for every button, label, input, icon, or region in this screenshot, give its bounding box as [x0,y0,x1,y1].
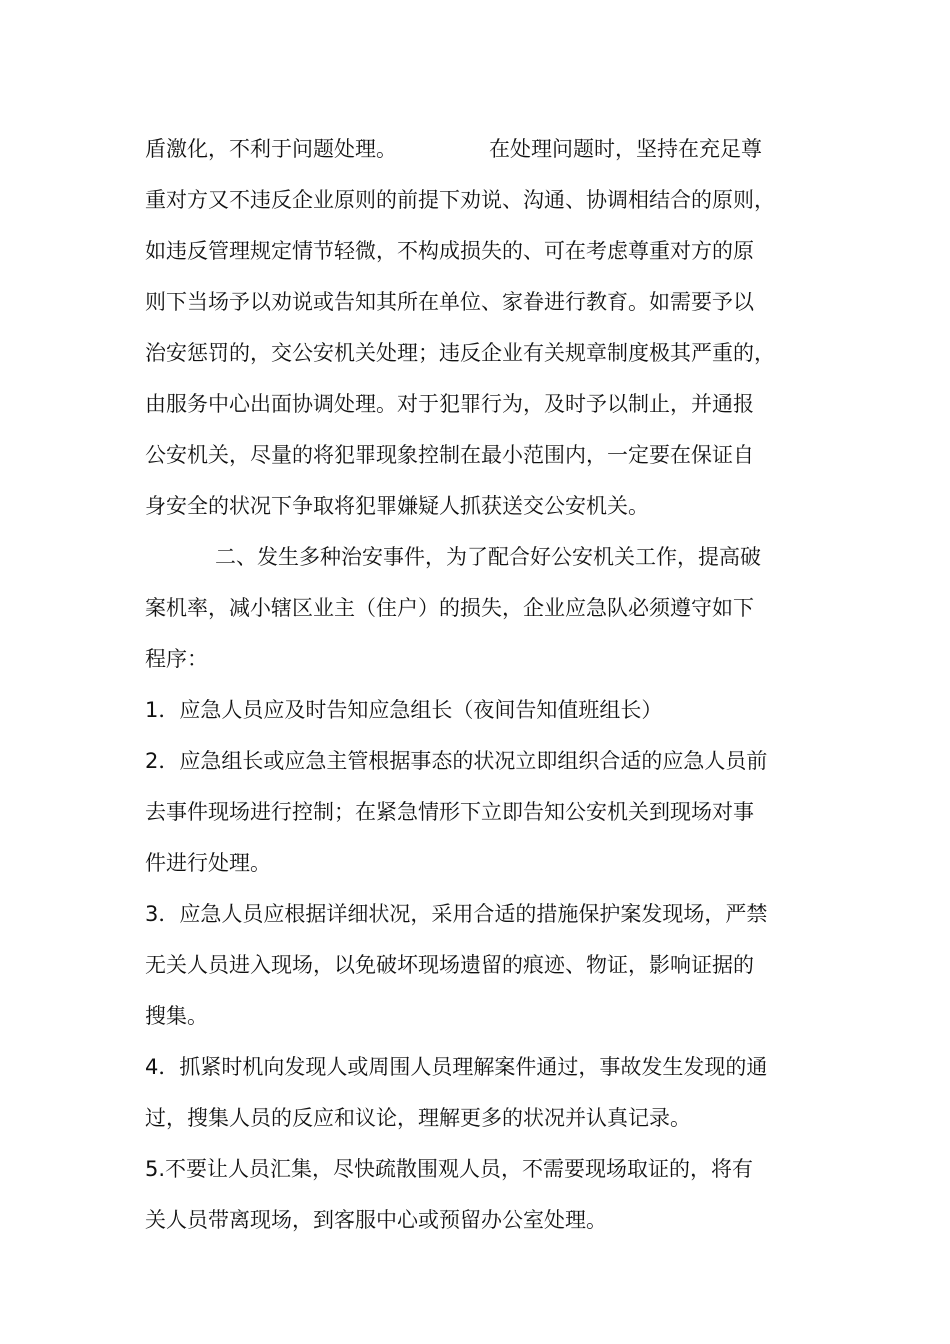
text-line: 由服务中心出面协调处理。对于犯罪行为，及时予以制止，并通报 [145,392,754,416]
list-item-3: 3．应急人员应根据详细状况，采用合适的措施保护案发现场，严禁 [145,902,768,926]
text-line: 无关人员进入现场，以免破坏现场遗留的痕迹、物证，影响证据的 [145,953,754,977]
text-line: 去事件现场进行控制；在紧急情形下立即告知公安机关到现场对事 [145,800,754,824]
text-line: 公安机关，尽量的将犯罪现象控制在最小范围内，一定要在保证自 [145,443,754,467]
text-line: 程序： [145,647,208,671]
text-line: 案机率，减小辖区业主（住户）的损失，企业应急队必须遵守如下 [145,596,754,620]
text-line: 件进行处理。 [145,851,271,875]
document-body [145,124,825,1246]
list-item-1: 1．应急人员应及时告知应急组长（夜间告知值班组长） [145,698,663,722]
list-item-4: 4．抓紧时机向发现人或周围人员理解案件通过，事故发生发现的通 [145,1055,768,1079]
list-item-5: 5.不要让人员汇集，尽快疏散围观人员，不需要现场取证的，将有 [145,1157,754,1181]
text-line: 过，搜集人员的反应和议论，理解更多的状况并认真记录。 [145,1106,691,1130]
text-segment: 盾激化，不利于问题处理。 [145,137,397,161]
text-line [145,532,825,583]
text-line: 重对方又不违反企业原则的前提下劝说、沟通、协调相结合的原则， [145,188,775,212]
text-segment: 在处理问题时，坚持在充足尊 [489,137,762,161]
text-line: 则下当场予以劝说或告知其所在单位、家眷进行教育。如需要予以 [145,290,754,314]
text-line: 如违反管理规定情节轻微，不构成损失的、可在考虑尊重对方的原 [145,239,754,263]
text-line: 关人员带离现场，到客服中心或预留办公室处理。 [145,1208,607,1232]
list-item-2: 2．应急组长或应急主管根据事态的状况立即组织合适的应急人员前 [145,749,768,773]
text-line: 治安惩罚的，交公安机关处理；违反企业有关规章制度极其严重的， [145,341,775,365]
text-segment: 二、发生多种治安事件，为了配合好公安机关工作，提高破 [215,545,761,569]
text-line: 身安全的状况下争取将犯罪嫌疑人抓获送交公安机关。 [145,494,649,518]
text-line: 搜集。 [145,1004,208,1028]
text-line [145,124,825,175]
